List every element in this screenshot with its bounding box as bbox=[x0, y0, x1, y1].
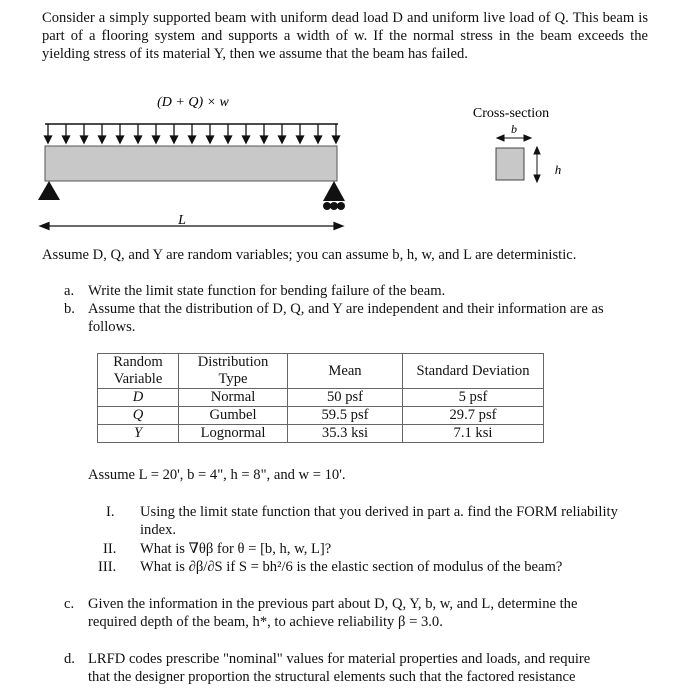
cell-std: 5 psf bbox=[403, 389, 544, 407]
length-label: L bbox=[178, 213, 186, 228]
cell-mean: 50 psf bbox=[288, 389, 403, 407]
part-a-text: Write the limit state function for bending failure of the beam. bbox=[88, 283, 446, 299]
cell-distribution: Normal bbox=[179, 389, 288, 407]
part-b-marker: b. bbox=[64, 301, 75, 317]
load-arrows bbox=[45, 124, 340, 143]
part-c-line1: Given the information in the previous part about D, Q, Y, b, w, and L, determine the bbox=[88, 596, 578, 612]
table-row bbox=[98, 407, 544, 425]
header-random-variable: Random Variable bbox=[98, 354, 179, 389]
subpart-2-marker: II. bbox=[103, 541, 117, 557]
height-dimension bbox=[534, 147, 540, 182]
part-d-marker: d. bbox=[64, 651, 75, 667]
length-dimension bbox=[40, 223, 343, 230]
cell-distribution: Lognormal bbox=[179, 425, 288, 443]
part-c-line2: required depth of the beam, h*, to achieve reliability β = 3.0. bbox=[88, 614, 443, 630]
subpart-3-line1: What is ∂β/∂S if S = bh²/6 is the elastic section of modulus of the beam? bbox=[140, 559, 563, 575]
assume-values-text: Assume L = 20', b = 4", h = 8", and w = 10'. bbox=[88, 467, 346, 483]
header-standard-deviation: Standard Deviation bbox=[403, 354, 544, 389]
cell-std: 7.1 ksi bbox=[403, 425, 544, 443]
beam-body bbox=[45, 146, 337, 181]
intro-paragraph: Consider a simply supported beam with uniform dead load D and uniform live load of Q. This beam is part of a flooring system and supports a width of w. If the normal stress in the beam exceeds the yielding stress of its material Y, then we assume that the beam has failed. bbox=[42, 10, 648, 62]
cell-std: 29.7 psf bbox=[403, 407, 544, 425]
subpart-1-line1: Using the limit state function that you derived in part a. find the FORM reliability bbox=[140, 504, 618, 520]
subpart-2-line1: What is ∇θβ for θ = [b, h, w, L]? bbox=[140, 541, 332, 557]
subpart-3-marker: III. bbox=[98, 559, 117, 575]
part-b-text-line1: Assume that the distribution of D, Q, and Y are independent and their information are as bbox=[88, 301, 604, 317]
load-label: (D + Q) × w bbox=[157, 95, 229, 110]
header-distribution-type: Distribution Type bbox=[179, 354, 288, 389]
part-a-marker: a. bbox=[64, 283, 75, 299]
cross-section-height-label: h bbox=[554, 162, 562, 177]
assume-random-text: Assume D, Q, and Y are random variables; you can assume b, h, w, and L are deterministic. bbox=[42, 247, 577, 263]
subpart-1-line2: index. bbox=[140, 522, 177, 538]
table-header-row bbox=[98, 354, 544, 389]
distribution-table bbox=[97, 353, 544, 443]
cell-variable: Q bbox=[98, 407, 179, 425]
part-d-line1: LRFD codes prescribe "nominal" values for material properties and loads, and require bbox=[88, 651, 591, 667]
roller-support bbox=[323, 181, 345, 210]
table-row bbox=[98, 389, 544, 407]
cell-distribution: Gumbel bbox=[179, 407, 288, 425]
beam-figure bbox=[0, 0, 700, 245]
cross-section-width-label: b bbox=[511, 122, 517, 136]
cell-variable: Y bbox=[98, 425, 179, 443]
cell-variable: D bbox=[98, 389, 179, 407]
subpart-1-marker: I. bbox=[106, 504, 115, 520]
cell-mean: 35.3 ksi bbox=[288, 425, 403, 443]
table-row bbox=[98, 425, 544, 443]
cell-mean: 59.5 psf bbox=[288, 407, 403, 425]
cross-section-title: Cross-section bbox=[472, 106, 550, 121]
part-b-text-line2: follows. bbox=[88, 319, 136, 335]
part-d-line2: that the designer proportion the structural elements such that the factored resistance bbox=[88, 669, 576, 685]
cross-section-rect bbox=[496, 148, 524, 180]
header-mean: Mean bbox=[288, 354, 403, 389]
part-c-marker: c. bbox=[64, 596, 75, 612]
pin-support bbox=[38, 181, 60, 200]
